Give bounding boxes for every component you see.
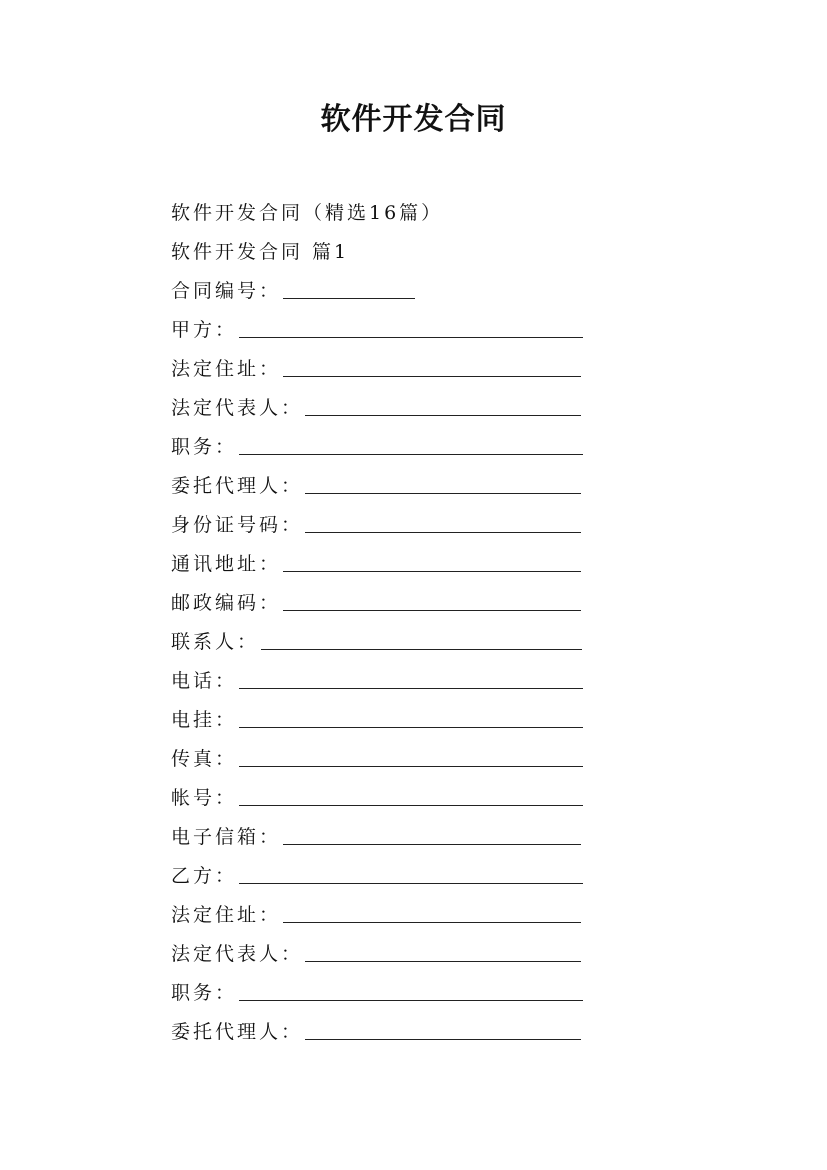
blank-underline [239,436,583,455]
blank-underline [239,709,583,728]
field-id-number [171,504,591,543]
field-authorized-agent [171,465,591,504]
field-label: 电挂： [171,709,238,731]
field-legal-address [171,348,591,387]
blank-underline [283,904,581,923]
blank-underline [239,748,583,767]
field-postal-code [171,582,591,621]
field-label: 法定代表人： [171,943,304,965]
field-label: 传真： [171,748,238,770]
field-party-a [171,309,591,348]
heading-line [171,192,591,231]
field-contact-person [171,621,591,660]
field-legal-representative-b [171,933,591,972]
blank-underline [239,865,583,884]
field-label: 合同编号： [171,280,282,302]
blank-underline [283,358,581,377]
blank-underline [283,553,581,572]
blank-underline [305,514,581,533]
field-label: 职务： [171,436,238,458]
field-authorized-agent-b [171,1011,591,1050]
field-legal-address-b [171,894,591,933]
field-account [171,777,591,816]
blank-underline [305,397,581,416]
blank-underline [283,826,581,845]
field-legal-representative [171,387,591,426]
section-heading-text: 软件开发合同 篇1 [171,241,350,263]
blank-underline [305,1021,581,1040]
document-body [171,192,591,1050]
field-label: 电话： [171,670,238,692]
field-party-b [171,855,591,894]
field-label: 乙方： [171,865,238,887]
field-label: 法定代表人： [171,397,304,419]
field-label: 委托代理人： [171,475,304,497]
field-fax [171,738,591,777]
field-label: 邮政编码： [171,592,282,614]
blank-underline [283,592,581,611]
blank-underline [239,982,583,1001]
section-heading-line [171,231,591,270]
field-telephone [171,660,591,699]
field-contract-number [171,270,591,309]
field-telegraph [171,699,591,738]
field-label: 法定住址： [171,904,282,926]
document-title: 软件开发合同 [320,102,507,137]
blank-underline [305,943,581,962]
field-mailing-address [171,543,591,582]
field-label: 通讯地址： [171,553,282,575]
field-label: 电子信箱： [171,826,282,848]
heading-text: 软件开发合同（精选16篇） [171,202,444,224]
field-label: 委托代理人： [171,1021,304,1043]
field-position-b [171,972,591,1011]
blank-underline [239,670,583,689]
blank-underline [239,787,583,806]
field-label: 职务： [171,982,238,1004]
field-position [171,426,591,465]
field-label: 甲方： [171,319,238,341]
field-label: 身份证号码： [171,514,304,536]
field-label: 联系人： [171,631,260,653]
field-email [171,816,591,855]
field-label: 帐号： [171,787,238,809]
blank-underline [239,319,583,338]
blank-underline [305,475,581,494]
field-label: 法定住址： [171,358,282,380]
blank-underline [283,280,415,299]
blank-underline [261,631,582,650]
